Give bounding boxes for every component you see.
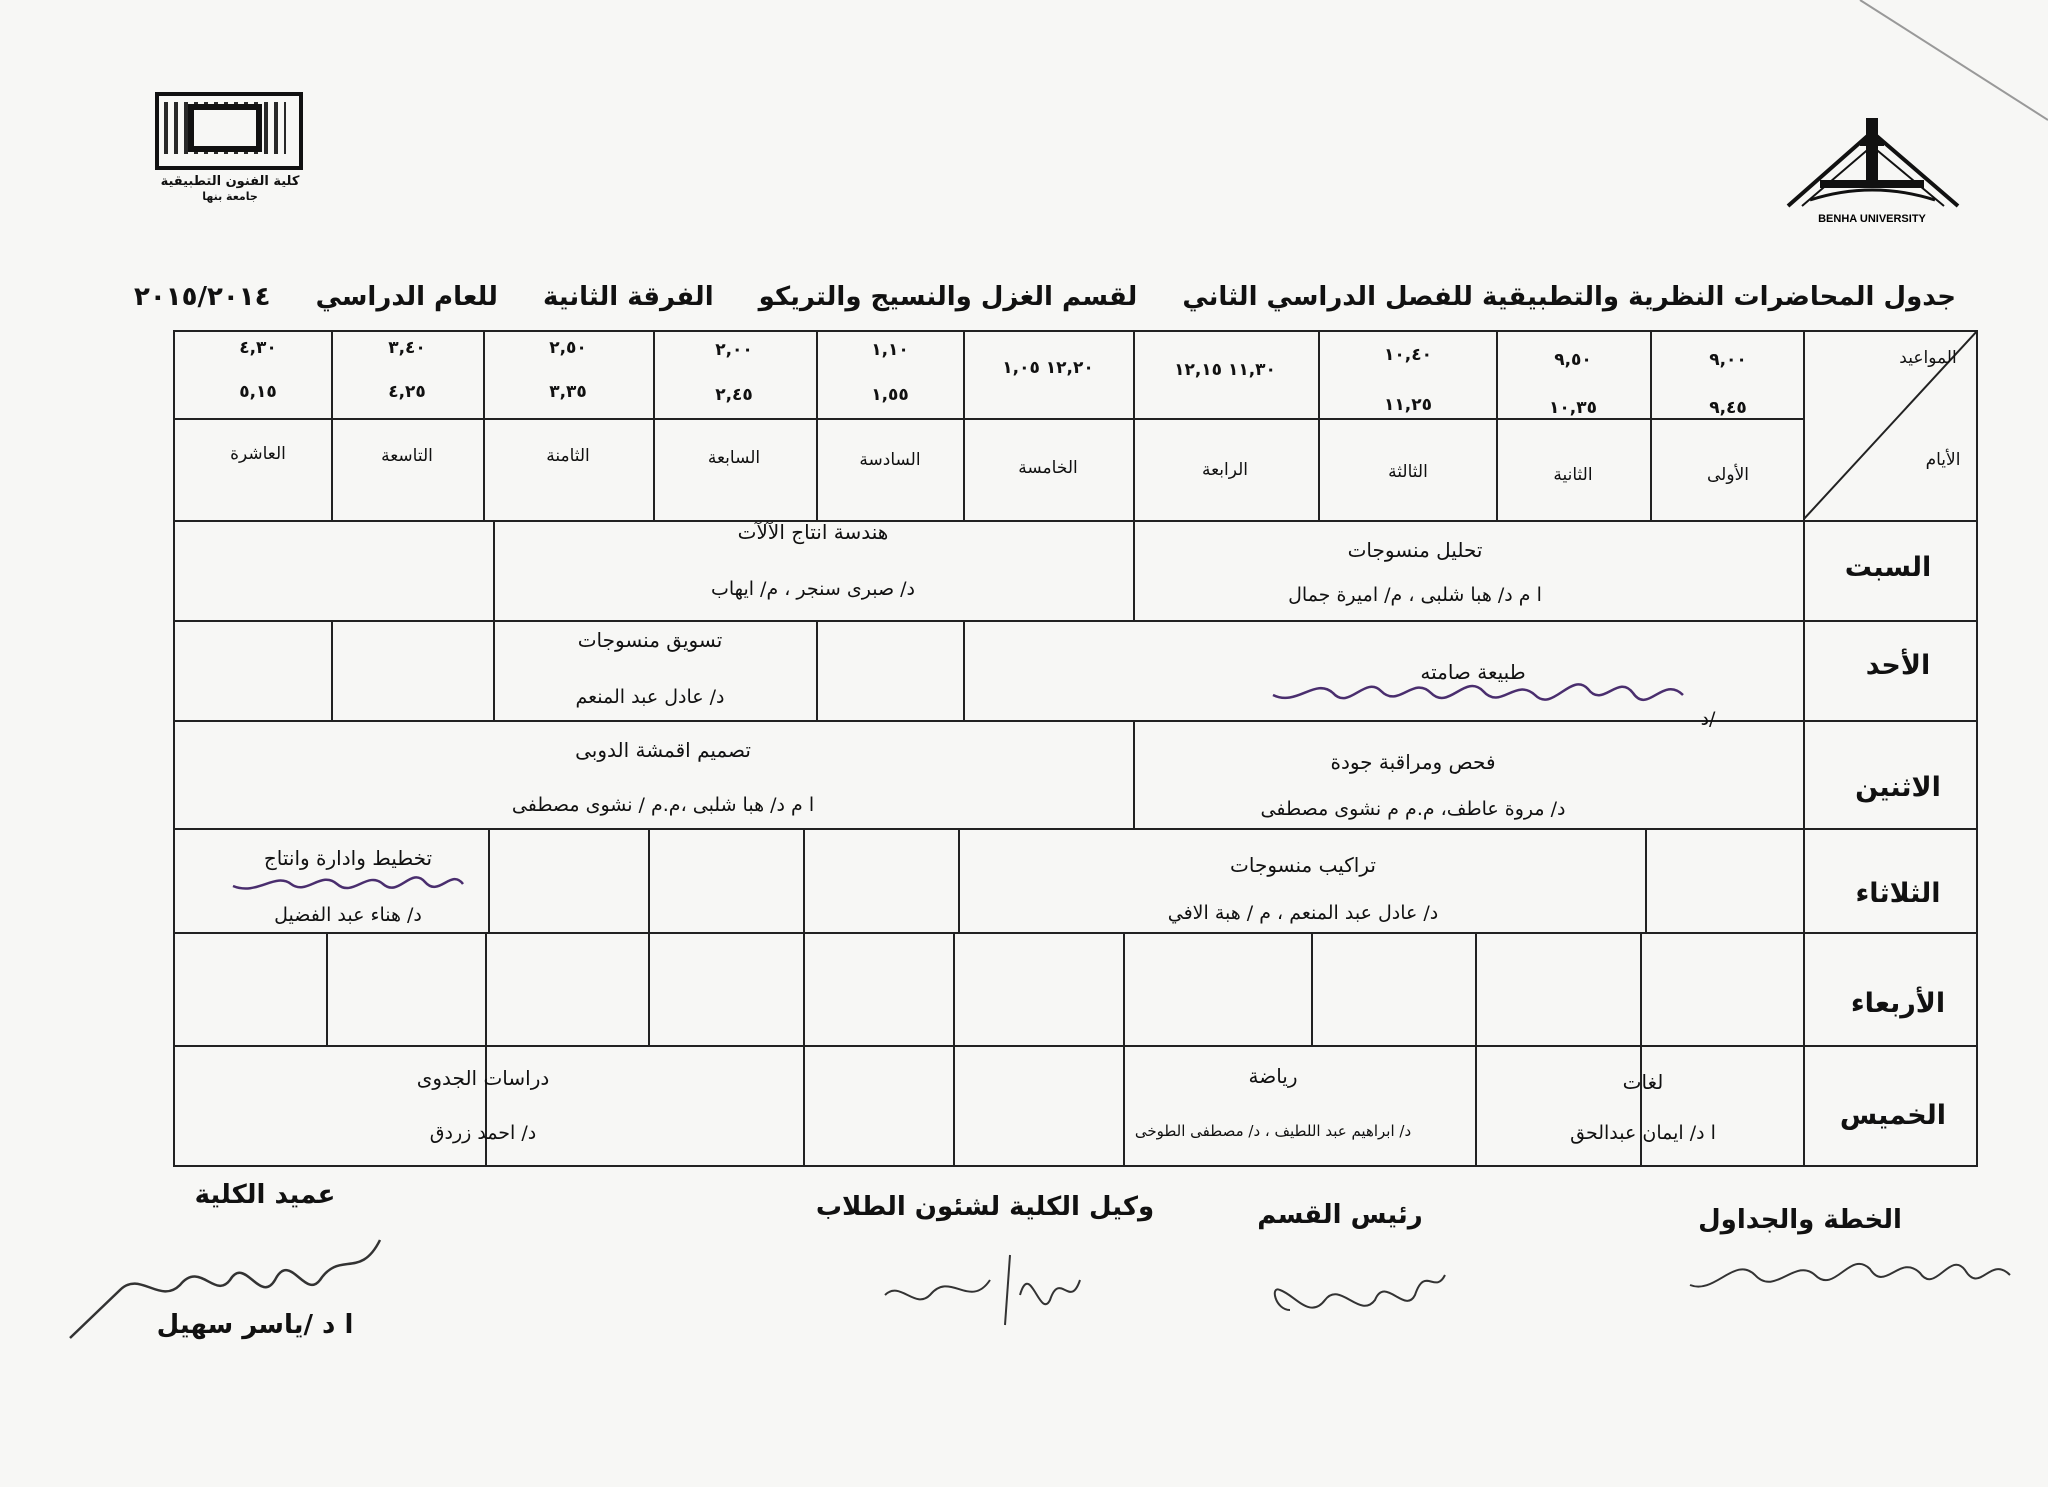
- day-thursday: الخميس: [1839, 1100, 1947, 1131]
- day-wednesday: الأربعاء: [1850, 988, 1946, 1019]
- period-10-end: ٥,١٥: [239, 382, 277, 402]
- university-logo-text: BENHA UNIVERSITY: [1818, 213, 1926, 225]
- sun-session2-teacher: د/ عادل عبد المنعم: [575, 686, 725, 708]
- tue-session1-teacher: د/ عادل عبد المنعم ، م / هبة الافي: [1167, 902, 1439, 924]
- page-title: [134, 282, 1956, 312]
- sat-session1-subject: تحليل منسوجات: [1347, 538, 1483, 562]
- period-2-name: الثانية: [1553, 465, 1593, 485]
- faculty-logo-line2: جامعة بنها: [202, 190, 258, 203]
- mon-session2-subject: تصميم اقمشة الدوبى: [575, 738, 751, 762]
- mon-session1-teacher: د/ مروة عاطف، م.م م نشوى مصطفى: [1260, 798, 1566, 820]
- sun-session1-subject: طبيعة صامته: [1420, 660, 1526, 684]
- period-8-name: الثامنة: [546, 446, 590, 466]
- tue-session2-subject: تخطيط وادارة وانتاج: [263, 846, 433, 870]
- signature-head-label: رئيس القسم: [1257, 1200, 1423, 1230]
- period-3-end: ١١,٢٥: [1384, 395, 1432, 415]
- period-7-name: السابعة: [707, 448, 761, 468]
- period-3-start: ١٠,٤٠: [1384, 345, 1432, 365]
- period-4-time: ١١,٣٠ ١٢,١٥: [1174, 360, 1276, 380]
- period-7-start: ٢,٠٠: [715, 340, 753, 360]
- title-level: الفرقة الثانية: [543, 282, 714, 312]
- period-9-name: التاسعة: [381, 446, 433, 466]
- period-5-time: ١٢,٢٠ ١,٠٥: [1002, 358, 1094, 378]
- university-logo: [1780, 110, 1965, 228]
- signature-plan-label: الخطة والجداول: [1698, 1205, 1902, 1235]
- thu-session3-subject: دراسات الجدوى: [416, 1066, 550, 1090]
- faculty-logo: [150, 92, 310, 204]
- period-6-start: ١,١٠: [871, 340, 909, 360]
- thu-session2-teacher: د/ ابراهيم عبد اللطيف ، د/ مصطفى الطوخى: [1134, 1122, 1412, 1140]
- tue-session2-teacher: د/ هناء عبد الفضيل: [274, 904, 422, 926]
- signature-head-handwriting: [1265, 1255, 1455, 1325]
- period-1-start: ٩,٠٠: [1709, 350, 1747, 370]
- signature-vice-label: وكيل الكلية لشئون الطلاب: [815, 1192, 1155, 1222]
- period-9-start: ٣,٤٠: [388, 338, 426, 358]
- period-5-name: الخامسة: [1018, 458, 1078, 478]
- period-9-end: ٤,٢٥: [388, 382, 426, 402]
- day-monday: الاثنين: [1855, 772, 1941, 803]
- tue-session1-subject: تراكيب منسوجات: [1230, 853, 1376, 877]
- period-2-end: ١٠,٣٥: [1549, 398, 1597, 418]
- title-year: ٢٠١٥/٢٠١٤: [134, 282, 271, 312]
- title-year-label: للعام الدراسي: [315, 282, 498, 312]
- period-10-name: العاشرة: [230, 444, 286, 464]
- period-1-end: ٩,٤٥: [1709, 398, 1747, 418]
- sat-session2-teacher: د/ صبرى سنجر ، م/ ايهاب: [711, 578, 915, 600]
- period-2-start: ٩,٥٠: [1554, 350, 1592, 370]
- day-sunday: الأحد: [1865, 650, 1931, 681]
- title-main: جدول المحاضرات النظرية والتطبيقية للفصل الدراسي الثاني: [1182, 282, 1956, 312]
- faculty-logo-line1: كلية الفنون التطبيقية: [160, 174, 300, 189]
- day-tuesday: الثلاثاء: [1855, 878, 1941, 909]
- period-6-name: السادسة: [859, 450, 921, 470]
- period-1-name: الأولى: [1707, 465, 1749, 485]
- period-8-end: ٣,٣٥: [549, 382, 587, 402]
- thu-session1-subject: لغات: [1622, 1070, 1664, 1094]
- sat-session1-teacher: ا م د/ هبا شلبى ، م/ اميرة جمال: [1288, 584, 1542, 606]
- title-department: لقسم الغزل والنسيج والتريكو: [758, 282, 1138, 312]
- thu-session1-teacher: ا د/ ايمان عبدالحق: [1570, 1122, 1716, 1144]
- period-8-start: ٢,٥٠: [549, 338, 587, 358]
- signature-vice-handwriting: [870, 1240, 1100, 1330]
- signature-dean-handwriting: [60, 1220, 400, 1350]
- tue-session2-handwriting: [213, 862, 473, 906]
- signature-plan-handwriting: [1680, 1245, 2020, 1315]
- sun-teacher-handwriting: [1253, 665, 1693, 725]
- mon-session1-subject: فحص ومراقبة جودة: [1330, 750, 1496, 774]
- period-3-name: الثالثة: [1388, 462, 1428, 482]
- signature-dean-name: ا د /ياسر سهيل: [156, 1310, 354, 1340]
- period-4-name: الرابعة: [1201, 460, 1249, 480]
- schedule-table: [173, 330, 1978, 1167]
- period-6-end: ١,٥٥: [871, 385, 909, 405]
- thu-session2-subject: رياضة: [1248, 1064, 1298, 1088]
- days-label: الأيام: [1925, 450, 1961, 470]
- day-saturday: السبت: [1844, 552, 1932, 583]
- signature-dean-label: عميد الكلية: [194, 1180, 336, 1210]
- times-label: المواعيد: [1899, 348, 1957, 368]
- thu-session3-teacher: د/ احمد زردق: [429, 1122, 537, 1144]
- sun-session2-subject: تسويق منسوجات: [577, 628, 723, 652]
- period-7-end: ٢,٤٥: [715, 385, 753, 405]
- mon-session2-teacher: ا م د/ هبا شلبى ،م.م / نشوى مصطفى: [511, 794, 815, 816]
- sat-session2-subject: هندسة انتاج الآلآت: [737, 520, 889, 544]
- sun-session1-teacher: د/: [1700, 708, 1716, 730]
- period-10-start: ٤,٣٠: [239, 338, 277, 358]
